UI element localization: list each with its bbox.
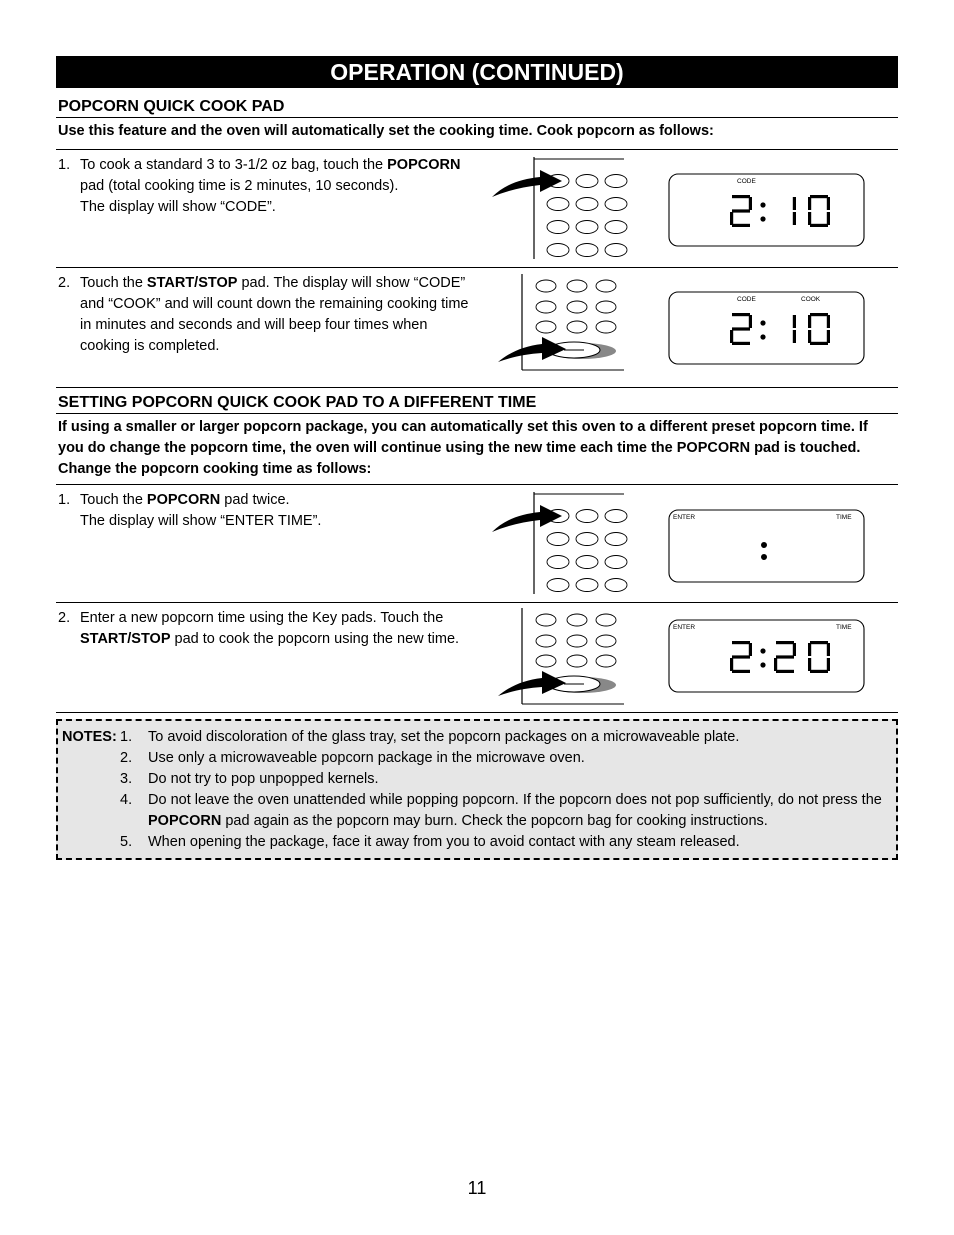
section-title-popcorn-quick-cook: POPCORN QUICK COOK PAD [58,98,285,115]
key-pad [605,244,627,257]
divider [56,387,898,388]
key-pad [596,280,616,292]
section-intro: Use this feature and the oven will automatically set the cooking time. Cook popcorn as follows: [58,123,714,139]
display-frame [669,620,864,692]
step-text: To cook a standard 3 to 3-1/2 oz bag, touch the POPCORN pad (total cooking time is 2 minutes, 10 seconds). The display will show “CODE”. [80,157,461,215]
note-number: 4. [120,792,133,808]
key-pad [605,221,627,234]
display-indicator-label: TIME [836,624,852,631]
keypad-diagram [490,492,630,601]
key-pad [567,301,587,313]
key-pad [576,533,598,546]
key-pad [547,556,569,569]
pointer-arrow-icon [492,505,562,532]
step-number: 2. [58,275,71,291]
note-number: 3. [120,771,133,787]
key-pad [576,198,598,211]
note-text: Use only a microwaveable popcorn package in the microwave oven. [148,750,585,766]
page-number: 11 [467,1178,487,1198]
note-text: Do not try to pop unpopped kernels. [148,771,379,787]
display-panel [668,509,866,590]
key-pad [605,579,627,592]
section-title-setting-popcorn: SETTING POPCORN QUICK COOK PAD TO A DIFFERENT TIME [58,394,537,411]
page-title: OPERATION (CONTINUED) [56,56,898,88]
key-pad [605,198,627,211]
display-frame [669,174,864,246]
notes-label: NOTES: [62,729,117,745]
divider [56,267,898,268]
key-pad [567,280,587,292]
key-pad [576,510,598,523]
key-pad [605,556,627,569]
display-panel [668,291,866,372]
key-pad [536,301,556,313]
notes-box [56,719,898,860]
divider [56,712,898,713]
pointer-arrow-icon [498,337,566,362]
key-pad [536,321,556,333]
display-colon [761,542,767,548]
key-pad [605,175,627,188]
display-indicator-label: TIME [836,514,852,521]
key-pad [596,301,616,313]
key-pad [547,198,569,211]
pointer-arrow-icon [492,170,562,197]
keypad-graphic [490,274,630,378]
display-panel [668,173,866,254]
key-pad [547,533,569,546]
key-pad [576,244,598,257]
key-pad [567,321,587,333]
key-pad [567,614,587,626]
key-pad [536,635,556,647]
key-pad [567,655,587,667]
display-colon [760,334,765,339]
step-text: Enter a new popcorn time using the Key pads. Touch the START/STOP pad to cook the popcorn using the new time. [80,610,460,647]
key-pad [576,579,598,592]
key-pad [596,655,616,667]
keypad-graphic [490,608,630,712]
key-pad [536,655,556,667]
key-pad [567,635,587,647]
keypad-graphic [490,492,630,596]
key-pad [596,321,616,333]
display-indicator-label: ENTER [673,624,696,631]
step-number: 2. [58,610,71,626]
display-colon [760,662,765,667]
display-colon [761,554,767,560]
display-panel [668,619,866,700]
display-indicator-label: CODE [737,296,756,303]
note-number: 1. [120,729,133,745]
key-pad [596,635,616,647]
display-colon [760,216,765,221]
display-indicator-label: CODE [737,178,756,185]
key-pad [605,533,627,546]
key-pad [596,614,616,626]
key-pad [536,280,556,292]
keypad-graphic [490,157,630,261]
key-pad [576,556,598,569]
key-pad [547,244,569,257]
key-pad [605,510,627,523]
section-intro: If using a smaller or larger popcorn package, you can automatically set this oven to a different preset popcorn time. If you do change the popcorn time, the oven will continue using the new time each time the POPCORN pad is touched. Change the popcorn cooking time as follows: [58,419,868,477]
step-number: 1. [58,157,71,173]
step-text: Touch the START/STOP pad. The display will show “CODE” and “COOK” and will count down the remaining cooking time in minutes and seconds and will beep four times when cooking is completed. [80,275,469,354]
key-pad [547,221,569,234]
section-rule [56,117,898,118]
display-colon [760,202,765,207]
step-text: Touch the POPCORN pad twice. The display will show “ENTER TIME”. [80,492,322,529]
display-indicator-label: ENTER [673,514,696,521]
key-pad [576,175,598,188]
display-colon [760,320,765,325]
note-text: To avoid discoloration of the glass tray, set the popcorn packages on a microwaveable plate. [148,729,740,745]
pointer-arrow-icon [498,671,566,696]
display-colon [760,648,765,653]
note-number: 5. [120,834,133,850]
key-pad [547,579,569,592]
keypad-diagram [490,274,630,383]
divider [56,149,898,150]
keypad-diagram [490,157,630,266]
display-indicator-label: COOK [801,296,821,303]
key-pad [576,221,598,234]
key-pad [536,614,556,626]
keypad-diagram [490,608,630,717]
step-number: 1. [58,492,71,508]
display-frame [669,292,864,364]
note-text: When opening the package, face it away from you to avoid contact with any steam released. [148,834,740,850]
divider [56,484,898,485]
note-number: 2. [120,750,133,766]
divider [56,602,898,603]
note-text: Do not leave the oven unattended while popping popcorn. If the popcorn does not pop sufficiently, do not press the POPCORN pad again as the popcorn may burn. Check the popcorn bag for cooking instructions. [148,792,882,829]
section-rule [56,413,898,414]
